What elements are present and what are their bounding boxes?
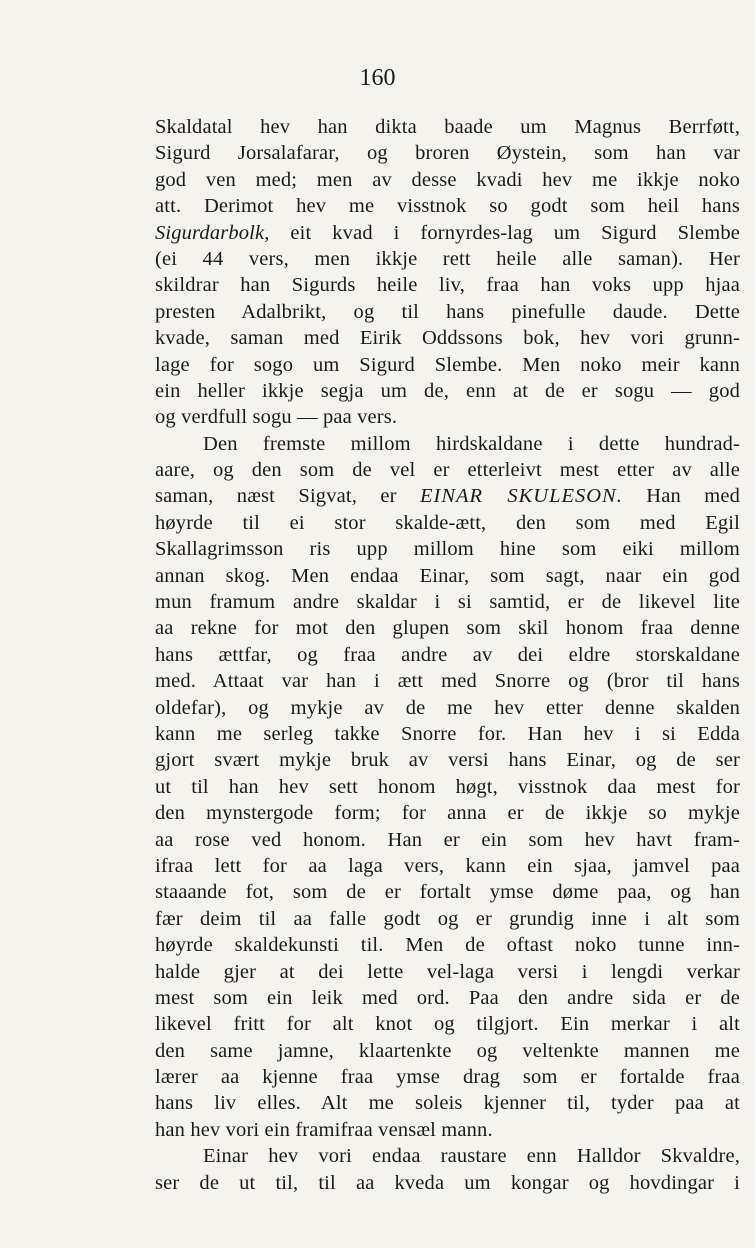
- text-line: lage for sogo um Sigurd Slembe. Men noko meir kann: [155, 353, 740, 376]
- text-line: att. Derimot hev me visstnok so godt som heil hans: [155, 195, 740, 218]
- text-line: kvade, saman med Eirik Oddssons bok, hev vori grunn-: [155, 327, 740, 350]
- text-line: aa rekne for mot den glupen som skil honom fraa denne: [155, 617, 740, 640]
- text-line: høyrde skaldekunsti til. Men de oftast noko tunne inn-: [155, 934, 740, 957]
- text-line: ifraa lett for aa laga vers, kann ein sjaa, jamvel paa: [155, 854, 740, 877]
- text-line: med. Attaat var han i ætt med Snorre og (bror til hans: [155, 670, 740, 693]
- body-text: [155, 114, 740, 1196]
- text-line: aa rose ved honom. Han er ein som hev havt fram-: [155, 828, 740, 851]
- text-line: aare, og den som de vel er etterleivt mest etter av alle: [155, 459, 740, 482]
- text-line: mun framum andre skaldar i si samtid, er de likevel lite: [155, 591, 740, 614]
- italic-title: Sigurdarbolk,: [155, 221, 270, 244]
- text-line: den mynstergode form; for anna er de ikkje so mykje: [155, 802, 740, 825]
- text-line: skildrar han Sigurds heile liv, fraa han voks upp hjaa: [155, 274, 740, 297]
- text-line: fær deim til aa falle godt og er grundig inne i alt som: [155, 907, 740, 930]
- page-number: 160: [359, 65, 396, 91]
- text-line: Den fremste millom hirdskaldane i dette hundrad-: [203, 432, 740, 455]
- text-line: gjort svært mykje bruk av versi hans Einar, og de ser: [155, 749, 740, 772]
- text-line: Einar hev vori endaa raustare enn Halldor Skvaldre,: [203, 1145, 740, 1168]
- text-line: Sigurd Jorsalafarar, og broren Øystein, som han var: [155, 142, 740, 165]
- text-line: han hev vori ein framifraa vensæl mann.: [155, 1118, 493, 1141]
- text-span: saman, næst Sigvat, er: [155, 485, 421, 508]
- text-line: halde gjer at dei lette vel-laga versi i lengdi verkar: [155, 960, 740, 983]
- text-line: høyrde til ei stor skalde-ætt, den som med Egil: [155, 511, 740, 534]
- text-line: [155, 220, 740, 246]
- text-line: lærer aa kjenne fraa ymse drag som er fortalde fraa: [155, 1066, 740, 1089]
- text-line: og verdfull sogu — paa vers.: [155, 406, 398, 429]
- text-line: staaande fot, som de er fortalt ymse døme paa, og han: [155, 881, 740, 904]
- text-line: Skallagrimsson ris upp millom hine som eiki millom: [155, 538, 740, 561]
- text-line: (ei 44 vers, men ikkje rett heile alle saman). Her: [155, 247, 740, 270]
- text-line: oldefar), og mykje av de me hev etter denne skalden: [155, 696, 740, 719]
- text-line: ser de ut til, til aa kveda um kongar og hovdingar i: [155, 1171, 740, 1194]
- text-line: ut til han hev sett honom høgt, visstnok daa mest for: [155, 775, 740, 798]
- text-line: hans ættfar, og fraa andre av dei eldre storskaldane: [155, 643, 740, 666]
- text-line: Skaldatal hev han dikta baade um Magnus Berrføtt,: [155, 116, 740, 138]
- text-line: [155, 483, 740, 509]
- text-line: kann me serleg takke Snorre for. Han hev i si Edda: [155, 722, 740, 745]
- text-span: Han med: [622, 485, 741, 508]
- text-line: presten Adalbrikt, og til hans pinefulle daude. Dette: [155, 300, 740, 323]
- text-line: den same jamne, klaartenkte og veltenkte mannen me: [155, 1039, 740, 1062]
- text-line: ein heller ikkje segja um de, enn at de er sogu — god: [155, 379, 740, 402]
- text-line: mest som ein leik med ord. Paa den andre sida er de: [155, 986, 740, 1009]
- text-line: god ven med; men av desse kvadi hev me ikkje noko: [155, 168, 740, 191]
- italic-name: EINAR SKULESON.: [420, 485, 623, 508]
- text-line: annan skog. Men endaa Einar, som sagt, naar ein god: [155, 564, 740, 587]
- text-span: eit kvad i fornyrdes-lag um Sigurd Slembe: [269, 221, 740, 244]
- text-line: hans liv elles. Alt me soleis kjenner til, tyder paa at: [155, 1092, 740, 1115]
- text-line: likevel fritt for alt knot og tilgjort. Ein merkar i alt: [155, 1013, 740, 1036]
